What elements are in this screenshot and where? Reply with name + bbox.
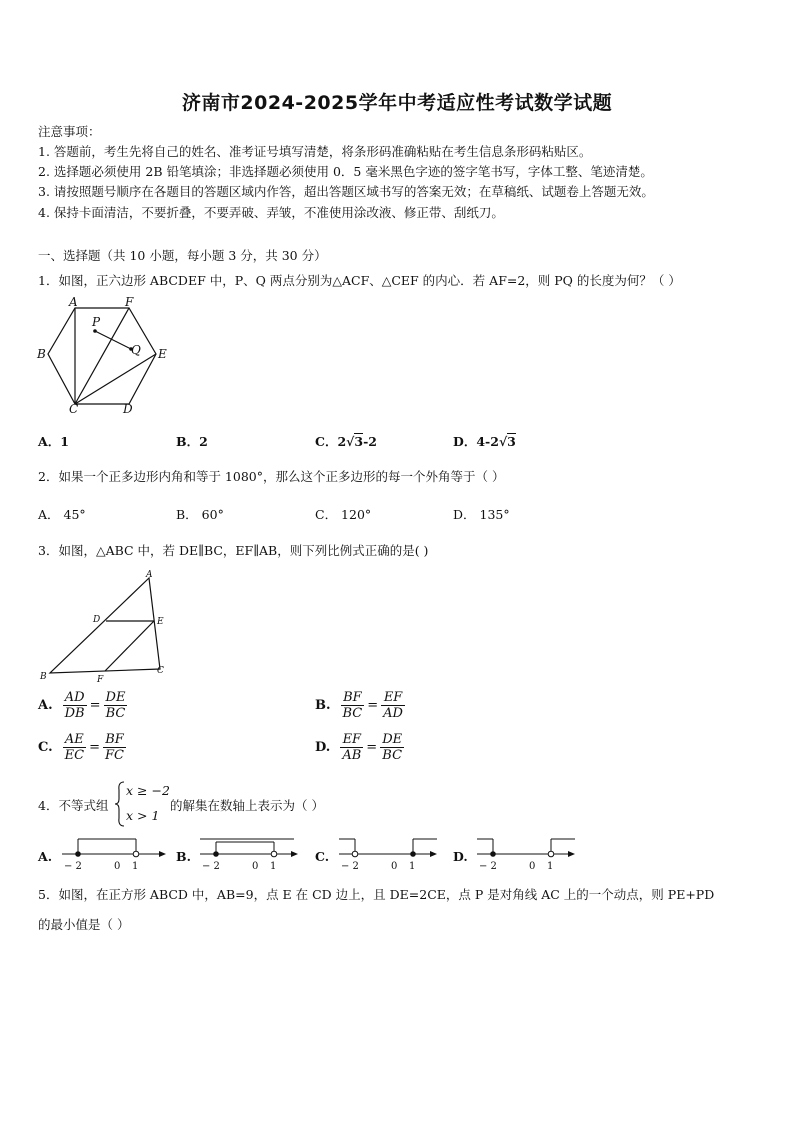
q4-inequality-2: x > 1 — [126, 808, 160, 823]
sqrt-icon: √ — [498, 434, 508, 449]
segment-ef — [105, 621, 154, 671]
point-p — [93, 329, 97, 333]
sqrt-icon: √ — [346, 434, 355, 449]
label-p: P — [92, 315, 101, 329]
svg-text:1: 1 — [547, 861, 554, 872]
label-f: F — [97, 675, 104, 685]
fraction: $\frac{BF}{FC}$ — [105, 732, 124, 763]
option-label: B. — [315, 698, 331, 713]
q1-option-c[interactable] — [315, 432, 377, 450]
svg-text:0: 0 — [391, 861, 398, 872]
q1-option-c-label: C．2 — [315, 434, 347, 449]
option-label: A. — [38, 698, 53, 713]
notice-item-3: 3. 请按照题号顺序在各题目的答题区域内作答，超出答题区域书写的答案无效；在草稿纸、试题卷上答题无效。 — [38, 184, 654, 199]
section-heading: 一、选择题（共 10 小题，每小题 3 分，共 30 分） — [38, 248, 327, 263]
svg-text:− 2: − 2 — [479, 861, 497, 872]
label-d: D — [93, 615, 101, 625]
brace-icon — [114, 780, 126, 828]
fraction: $\frac{AD}{DB}$ — [64, 690, 85, 721]
q4-option-b-label[interactable]: B. — [176, 849, 191, 864]
fraction: $\frac{EF}{AB}$ — [342, 732, 362, 763]
q1-option-c-tail: -2 — [363, 434, 377, 449]
q2-text: 2．如果一个正多边形内角和等于 1080°，那么这个正多边形的每一个外角等于（ ） — [38, 469, 505, 484]
q4-inequality-1: x ≥ −2 — [126, 783, 170, 798]
q4-option-b-numberline[interactable] — [196, 832, 306, 872]
triangle-abc — [50, 578, 160, 673]
q3-option-b[interactable]: B. $\frac{BF}{BC}$ = $\frac{EF}{AD}$ — [315, 690, 403, 721]
svg-text:0: 0 — [114, 861, 121, 872]
option-label: C. — [38, 740, 53, 755]
q5-text-line1: 5．如图，在正方形 ABCD 中，AB=9，点 E 在 CD 边上，且 DE=2CE，点 P 是对角线 AC 上的一个动点，则 PE+PD — [38, 887, 715, 902]
q4-option-c-numberline[interactable] — [335, 832, 445, 872]
q1-option-d-radicand: 3 — [507, 434, 516, 449]
fraction: $\frac{DE}{BC}$ — [105, 690, 126, 721]
fraction: $\frac{BF}{BC}$ — [342, 690, 363, 721]
segment-ce — [75, 354, 156, 404]
q1-option-d-label: D．4-2 — [453, 434, 499, 449]
q4-option-d-label[interactable]: D. — [453, 849, 468, 864]
q2-option-c[interactable]: C． 120° — [315, 507, 372, 522]
q3-option-a[interactable]: A. $\frac{AD}{DB}$ = $\frac{DE}{BC}$ — [38, 690, 126, 721]
q5-text-line2: 的最小值是（ ） — [38, 917, 130, 932]
label-e: E — [158, 347, 167, 361]
svg-text:− 2: − 2 — [202, 861, 220, 872]
label-b: B — [40, 672, 47, 682]
q4-text-after: 的解集在数轴上表示为（ ） — [170, 798, 324, 813]
label-q: Q — [131, 343, 141, 357]
label-a: A — [146, 570, 153, 580]
label-e: E — [157, 617, 164, 627]
label-a: A — [69, 296, 78, 309]
svg-text:− 2: − 2 — [64, 861, 82, 872]
svg-text:0: 0 — [529, 861, 536, 872]
notice-item-4: 4. 保持卡面清洁，不要折叠，不要弄破、弄皱，不准使用涂改液、修正带、刮纸刀。 — [38, 205, 504, 220]
option-label: D. — [315, 740, 331, 755]
fraction: $\frac{DE}{BC}$ — [382, 732, 403, 763]
svg-text:1: 1 — [132, 861, 139, 872]
q1-option-a[interactable]: A．1 — [38, 434, 69, 449]
triangle-figure — [36, 568, 176, 686]
svg-text:0: 0 — [252, 861, 259, 872]
q3-text: 3．如图，△ABC 中，若 DE∥BC，EF∥AB，则下列比例式正确的是( ) — [38, 543, 429, 558]
q4-option-a-numberline[interactable] — [58, 832, 168, 872]
notice-heading: 注意事项： — [38, 124, 101, 139]
q1-option-b[interactable]: B．2 — [176, 434, 208, 449]
q2-option-a[interactable]: A． 45° — [38, 507, 86, 522]
segment-pq — [95, 331, 131, 349]
label-c: C — [69, 402, 79, 414]
q2-option-b[interactable]: B． 60° — [176, 507, 224, 522]
q1-option-c-radicand: 3 — [354, 434, 364, 449]
q3-option-d[interactable]: D. $\frac{EF}{AB}$ = $\frac{DE}{BC}$ — [315, 732, 403, 763]
fraction: $\frac{EF}{AD}$ — [383, 690, 403, 721]
svg-text:1: 1 — [270, 861, 277, 872]
q4-text-before: 4．不等式组 — [38, 798, 109, 813]
notice-item-1: 1. 答题前，考生先将自己的姓名、准考证号填写清楚，将条形码准确粘贴在考生信息条形码粘贴区。 — [38, 144, 592, 159]
q1-text: 1．如图，正六边形 ABCDEF 中，P、Q 两点分别为△ACF、△CEF 的内心．若 AF=2，则 PQ 的长度为何？（ ） — [38, 273, 681, 288]
notice-item-2: 2. 选择题必须使用 2B 铅笔填涂；非选择题必须使用 0．5 毫米黑色字迹的签字笔书写，字体工整、笔迹清楚。 — [38, 164, 653, 179]
q3-option-c[interactable]: C. $\frac{AE}{EC}$ = $\frac{BF}{FC}$ — [38, 732, 124, 763]
label-b: B — [37, 347, 46, 361]
q4-option-c-label[interactable]: C. — [315, 849, 330, 864]
q1-option-d[interactable] — [453, 432, 516, 450]
q2-option-d[interactable]: D． 135° — [453, 507, 510, 522]
q4-option-d-numberline[interactable] — [473, 832, 583, 872]
segment-fc — [75, 308, 129, 404]
q4-option-a-label[interactable]: A. — [38, 849, 53, 864]
label-f: F — [125, 296, 134, 309]
page-title: 济南市2024-2025学年中考适应性考试数学试题 — [181, 92, 613, 114]
label-d: D — [123, 402, 133, 414]
label-c: C — [157, 666, 164, 676]
svg-text:− 2: − 2 — [341, 861, 359, 872]
svg-text:1: 1 — [409, 861, 416, 872]
fraction: $\frac{AE}{EC}$ — [64, 732, 85, 763]
hexagon-figure — [34, 296, 174, 414]
